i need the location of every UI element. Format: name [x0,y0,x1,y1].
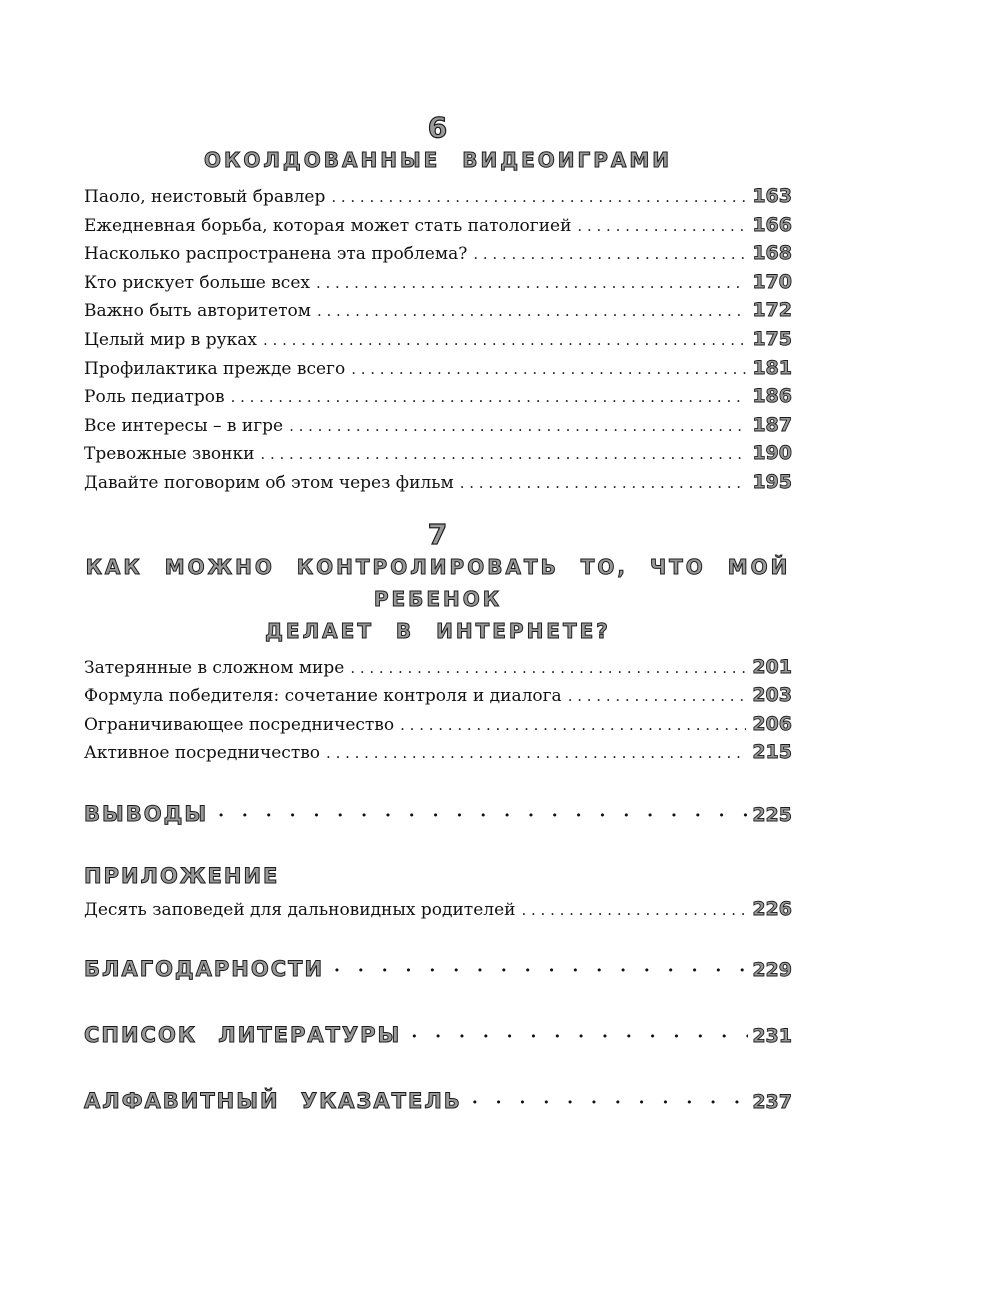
dot-leader [334,954,748,988]
toc-entry-page: 190 [752,442,792,465]
toc-entry-title: Роль педиатров [84,387,225,408]
dot-leader [263,326,746,355]
toc-entry-page: 163 [752,185,792,207]
section-title: ВЫВОДЫ [84,801,209,826]
toc-entry-title: Давайте поговорим об этом через фильм [84,472,454,493]
toc-entry[interactable] [84,738,792,767]
toc-entry[interactable] [84,439,792,468]
dot-leader [231,383,747,412]
dot-leader [400,711,746,740]
section-page: 231 [752,1024,792,1047]
section-title: СПИСОК ЛИТЕРАТУРЫ [84,1022,402,1047]
toc-entry-page: 215 [752,741,792,764]
toc-entry[interactable] [84,710,792,739]
toc-entry-page: 168 [752,242,792,265]
toc-entry-title: Тревожные звонки [84,444,255,465]
chapter-6-entries [84,182,792,497]
toc-entry-page: 206 [752,712,792,735]
toc-section-conclusions[interactable] [84,797,792,833]
section-page: 225 [752,803,792,826]
dot-leader [568,682,747,711]
toc-entry-page: 195 [752,470,792,493]
toc-entry-title: Паоло, неистовый бравлер [84,187,326,207]
dot-leader [326,739,746,768]
toc-entry[interactable] [84,653,792,682]
toc-entry-title: Ограничивающее посредничество [84,714,395,735]
toc-entry-title: Профилактика прежде всего [84,358,346,379]
dot-leader [460,469,747,498]
toc-entry-title: Насколько распространена эта проблема? [84,244,468,265]
toc-entry-page: 175 [752,327,792,350]
toc-entry-page: 201 [752,655,792,678]
dot-leader [577,212,746,241]
toc-entry[interactable] [84,211,792,240]
toc-entry-page: 172 [752,299,792,322]
toc-entry-page: 203 [752,684,792,707]
chapter-6-title: ОКОЛДОВАННЫЕ ВИДЕОИГРАМИ [203,148,673,172]
toc-entry[interactable] [84,268,792,297]
toc-entry-page: 226 [752,897,792,920]
toc-entry-title: Затерянные в сложном мире [84,657,345,678]
dot-leader [331,183,746,212]
toc-entry-page: 187 [752,413,792,436]
chapter-7-title-line-2: ДЕЛАЕТ В ИНТЕРНЕТЕ? [265,618,611,643]
toc-entry-title: Кто рискует больше всех [84,272,310,293]
section-title: АЛФАВИТНЫЙ УКАЗАТЕЛЬ [84,1088,462,1113]
toc-entry-title: Формула победителя: сочетание контроля и диалога [84,686,562,707]
section-page: 237 [752,1090,792,1113]
toc-entry[interactable] [84,681,792,710]
toc-entry[interactable] [84,296,792,325]
dot-leader [472,1086,749,1120]
section-page: 229 [752,958,792,981]
chapter-7-entries [84,653,792,767]
toc-entry-page: 170 [752,270,792,293]
toc-entry-title: Десять заповедей для дальновидных родителей [84,899,516,920]
dot-leader [218,799,748,833]
toc-entry-title: Целый мир в руках [84,329,257,350]
toc-entry[interactable] [84,895,792,924]
toc-entry[interactable] [84,325,792,354]
toc-section-appendix[interactable] [84,859,792,893]
toc-entry[interactable] [84,468,792,497]
appendix-entries [84,895,792,924]
toc-entry[interactable] [84,182,792,211]
toc-entry[interactable] [84,239,792,268]
dot-leader [473,240,746,269]
toc-entry-title: Ежедневная борьба, которая может стать патологией [84,215,572,236]
toc-entry-title: Активное посредничество [84,743,321,764]
toc-entry-page: 181 [752,356,792,379]
chapter-6-number: 6 [427,111,449,144]
dot-leader [350,654,746,683]
chapter-7-title-line-1: КАК МОЖНО КОНТРОЛИРОВАТЬ ТО, ЧТО МОЙ РЕБЕНОК [85,554,791,611]
toc-entry-page: 166 [752,213,792,236]
toc-entry[interactable] [84,411,792,440]
dot-leader [411,1020,748,1054]
section-title: БЛАГОДАРНОСТИ [84,956,325,981]
dot-leader [317,297,746,326]
toc-section-acknowledgements[interactable] [84,952,792,988]
toc-entry[interactable] [84,382,792,411]
dot-leader [316,269,746,298]
toc-entry[interactable] [84,354,792,383]
table-of-contents [84,112,792,1120]
dot-leader [289,412,746,441]
toc-entry-title: Все интересы – в игре [84,415,284,436]
toc-entry-page: 186 [752,385,792,408]
dot-leader [351,355,746,384]
toc-section-index[interactable] [84,1084,792,1120]
section-title: ПРИЛОЖЕНИЕ [84,863,280,888]
chapter-7-number: 7 [427,517,449,551]
dot-leader [260,440,746,469]
toc-section-bibliography[interactable] [84,1018,792,1054]
toc-entry-title: Важно быть авторитетом [84,301,311,322]
dot-leader [521,896,746,925]
